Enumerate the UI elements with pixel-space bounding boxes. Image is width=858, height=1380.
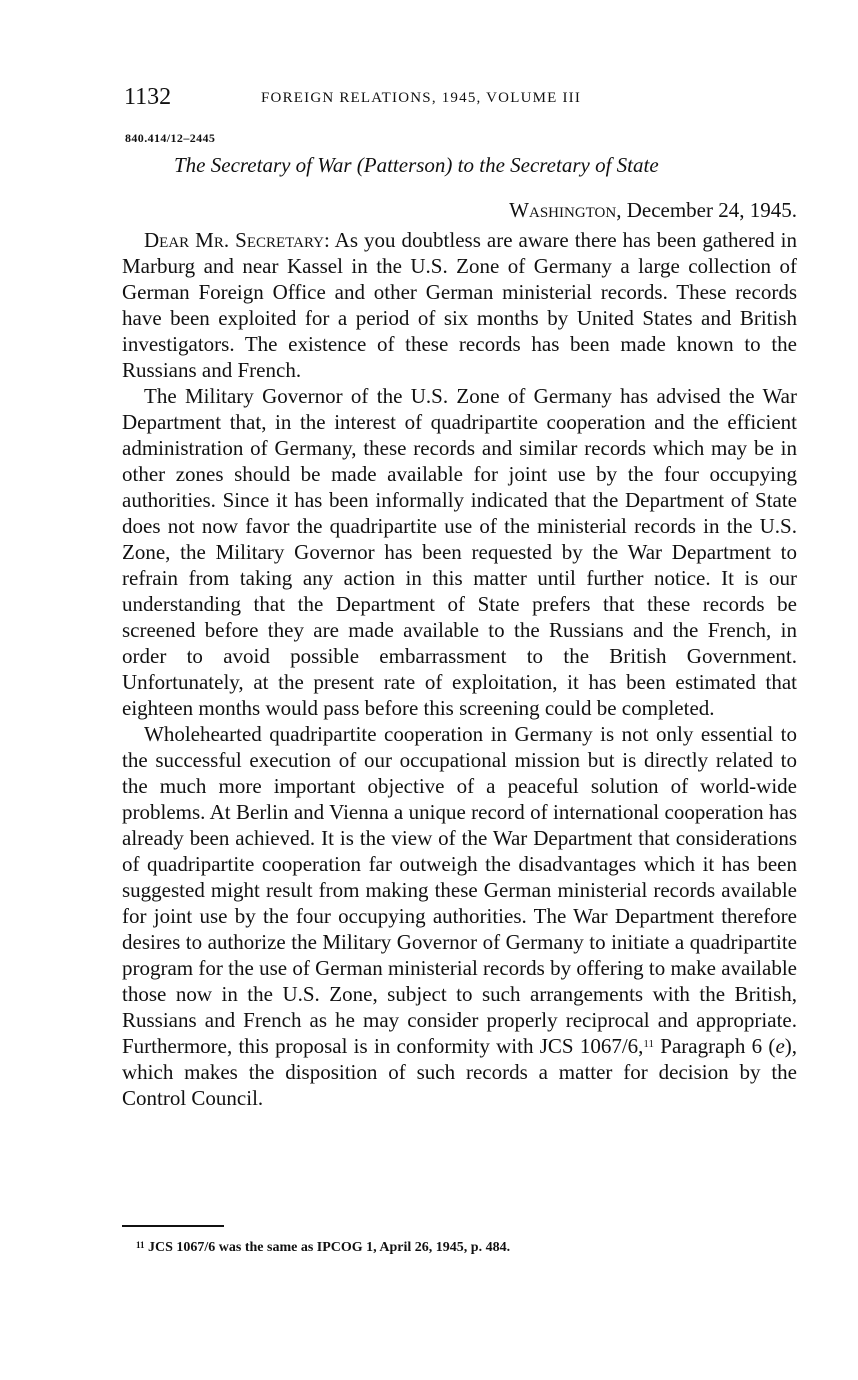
file-number: 840.414/12–2445 (125, 131, 216, 145)
running-title: FOREIGN RELATIONS, 1945, VOLUME III (261, 90, 582, 106)
paragraph-3-text: Wholehearted quadripartite cooperation in Germany is not only essential to the successful execution of our occupational mission but is directly related to the much more important objective of a peaceful solution of world-wide problems. At Berlin and Vienna a unique record of international cooperation has already been achieved. It is the view of the War Department that considerations of quadripartite cooperation far outweigh the disadvantages which it has been suggested might result from making these German ministerial records available for joint use by the four occupying authorities. The War Department therefore desires to authorize the Military Governor of Germany to initiate a quadripartite program for the use of German ministerial records by offering to make available those now in the U.S. Zone, subject to such arrangements with the British, Russians and French as he may consider properly reciprocal and appropriate. Furthermore, this proposal is in conformity with JCS 1067/6, (122, 722, 797, 1058)
paragraph-3 (122, 721, 797, 1111)
paragraph-2: The Military Governor of the U.S. Zone of Germany has advised the War Department that, in the interest of quadripartite cooperation and the efficient administration of Germany, these records and similar records which may be in other zones should be made available for joint use by the four occupying authorities. Since it has been informally indicated that the Department of State does not now favor the quadripartite use of the ministerial records in the U.S. Zone, the Military Governor has been requested by the War Department to refrain from taking any action in this matter until further notice. It is our understanding that the Department of State prefers that these records be screened before they are made available to the Russians and the French, in order to avoid possible embarrassment to the British Government. Unfortunately, at the present rate of exploitation, it has been estimated that eighteen months would pass before this screening could be completed. (122, 384, 797, 720)
paragraph-1-text: As you doubtless are aware there has been gathered in Marburg and near Kassel in the U.S. Zone of Germany a large collection of German Foreign Office and other German ministerial records. These records have been exploited for a period of six months by United States and British investigators. The existence of these records has been made known to the Russians and French. (122, 228, 798, 382)
salutation: Dear Mr. Secretary: (144, 228, 330, 252)
document-title: The Secretary of War (Patterson) to the Secretary of State (174, 153, 659, 177)
footnote-rule (122, 1225, 224, 1227)
dateline (509, 198, 797, 223)
paragraph-1 (122, 227, 797, 383)
paragraph-3-continued: Paragraph 6 ( (654, 1034, 776, 1058)
footnote-reference: 11 (643, 1038, 655, 1050)
paragraph-3-end: ), which makes the disposition of such records a matter for decision by the Control Council. (122, 1034, 798, 1110)
footnote-marker: 11 (136, 1240, 145, 1250)
dateline-place: Washington, (509, 198, 622, 222)
paragraph-3-italic: e (775, 1034, 785, 1058)
dateline-date: December 24, 1945. (621, 198, 797, 222)
letter-body (122, 227, 797, 1111)
footnote (136, 1240, 510, 1256)
footnote-text: JCS 1067/6 was the same as IPCOG 1, April 26, 1945, p. 484. (144, 1240, 511, 1255)
page-number: 1132 (124, 84, 172, 110)
page-header (122, 84, 797, 114)
